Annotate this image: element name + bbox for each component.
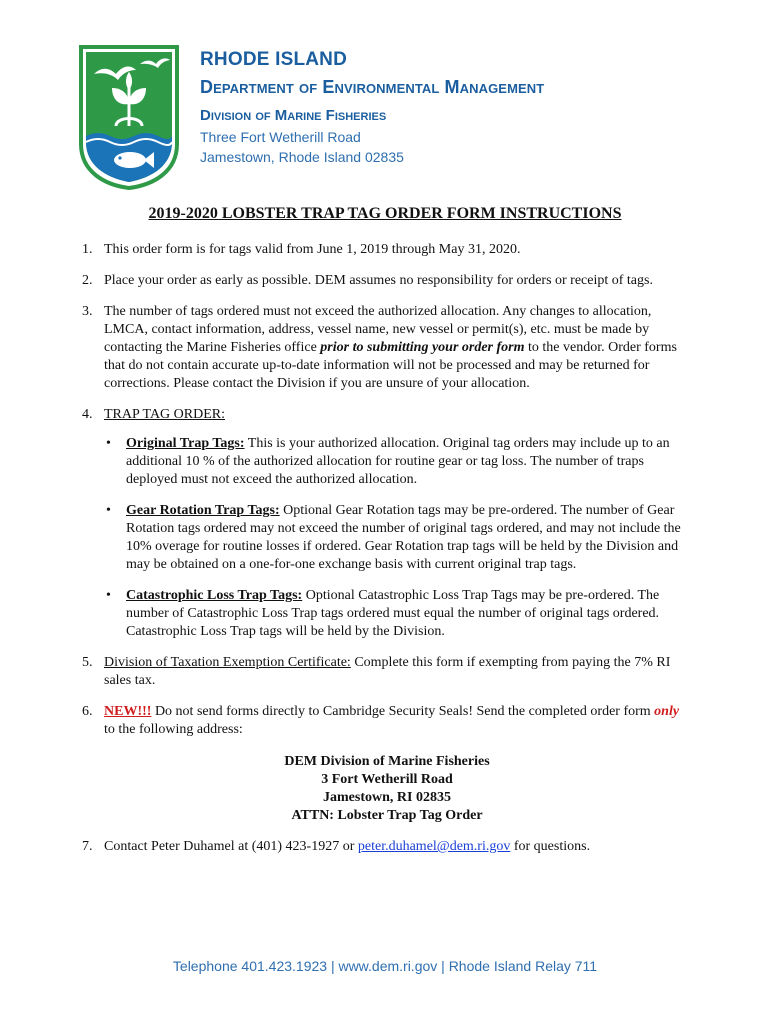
ri-dem-logo — [78, 44, 180, 190]
bullet-gear-rotation-tags — [104, 502, 692, 574]
mailing-address — [82, 753, 692, 825]
bullet-label: Catastrophic Loss Trap Tags: — [126, 588, 303, 603]
address-line: 3 Fort Wetherill Road — [321, 772, 453, 787]
item-number: 7. — [82, 839, 93, 854]
new-badge: NEW!!! — [104, 704, 152, 719]
trap-tag-order-heading: TRAP TAG ORDER: — [104, 407, 226, 422]
bullet-dot: • — [106, 588, 111, 603]
item-text: to the following address: — [104, 722, 243, 737]
email-link[interactable]: peter.duhamel@dem.ri.gov — [357, 839, 511, 854]
item-number: 2. — [82, 273, 93, 288]
page-title: 2019-2020 LOBSTER TRAP TAG ORDER FORM INSTRUCTIONS — [148, 205, 622, 222]
header-state: RHODE ISLAND — [200, 49, 348, 70]
item-emphasis: prior to submitting your order form — [320, 340, 525, 355]
address-line: Jamestown, RI 02835 — [323, 790, 451, 805]
bullet-text: This is your authorized allocation. Original tag orders may include up to an additional 10 % of the authorized allocation for routine gear or tag loss. The number of traps deployed must not exceed the authorized allocation. — [126, 436, 670, 487]
footer-contact: Telephone 401.423.1923 | www.dem.ri.gov | Rhode Island Relay 711 — [172, 958, 598, 974]
item-text: Contact Peter Duhamel at (401) 423-1927 or — [104, 839, 358, 854]
item-text: The number of tags ordered must not exceed the authorized allocation. Any changes to allocation, LMCA, contact information, address, vessel name, new vessel or permit(s), etc. must be made by contacting the Marine Fisheries office — [104, 304, 652, 355]
item-text: to the vendor. Order forms that do not contain accurate up-to-date information will not be processed and may be returned for corrections. Please contact the Division if you are unsure of your allocation. — [104, 340, 677, 391]
item-text: Do not send forms directly to Cambridge Security Seals! Send the completed order form — [151, 704, 655, 719]
bullet-text: Optional Catastrophic Loss Trap Tags may be pre-ordered. The number of Catastrophic Loss Trap tags ordered must equal the number of original tags ordered. Catastrophic Loss Trap tags will be held by the Division. — [126, 588, 660, 639]
instruction-item-3 — [82, 303, 692, 393]
bullet-original-tags — [104, 435, 692, 489]
header-department: Department of Environmental Management — [200, 77, 545, 97]
instruction-item-5 — [82, 654, 692, 690]
instruction-item-4 — [82, 406, 692, 641]
tax-exemption-label: Division of Taxation Exemption Certificate: — [104, 655, 351, 670]
instruction-item-1 — [82, 241, 692, 259]
item-number: 6. — [82, 704, 93, 719]
instruction-item-6 — [82, 703, 692, 825]
item-text: for questions. — [510, 839, 591, 854]
item-number: 1. — [82, 242, 93, 257]
bullet-catastrophic-loss-tags — [104, 587, 692, 641]
item-number: 3. — [82, 304, 93, 319]
bullet-text: Optional Gear Rotation tags may be pre-ordered. The number of Gear Rotation tags ordered may not exceed the number of original tags ordered, and may not include the 10% overage for routine losses if ordered. Gear Rotation trap tags will be held by the Division and may be obtained on a one-for-one exchange basis with current original trap tags. — [126, 503, 681, 572]
only-emphasis: only — [654, 704, 680, 719]
item-number: 5. — [82, 655, 93, 670]
item-text: Place your order as early as possible. DEM assumes no responsibility for orders or receipt of tags. — [104, 273, 653, 288]
instruction-item-7 — [82, 838, 692, 856]
header-address-line1: Three Fort Wetherill Road — [200, 129, 361, 145]
address-line: ATTN: Lobster Trap Tag Order — [291, 808, 483, 823]
header-address-line2: Jamestown, Rhode Island 02835 — [200, 149, 404, 165]
address-line: DEM Division of Marine Fisheries — [284, 754, 490, 769]
bullet-dot: • — [106, 436, 111, 451]
item-text: Complete this form if exempting from paying the 7% RI sales tax. — [104, 655, 671, 688]
bullet-label: Original Trap Tags: — [126, 436, 245, 451]
header-division: Division of Marine Fisheries — [200, 107, 387, 124]
instruction-list — [82, 241, 692, 869]
bullet-dot: • — [106, 503, 111, 518]
instruction-item-2 — [82, 272, 692, 290]
item-number: 4. — [82, 407, 93, 422]
bullet-label: Gear Rotation Trap Tags: — [126, 503, 280, 518]
item-text: This order form is for tags valid from June 1, 2019 through May 31, 2020. — [104, 242, 521, 257]
